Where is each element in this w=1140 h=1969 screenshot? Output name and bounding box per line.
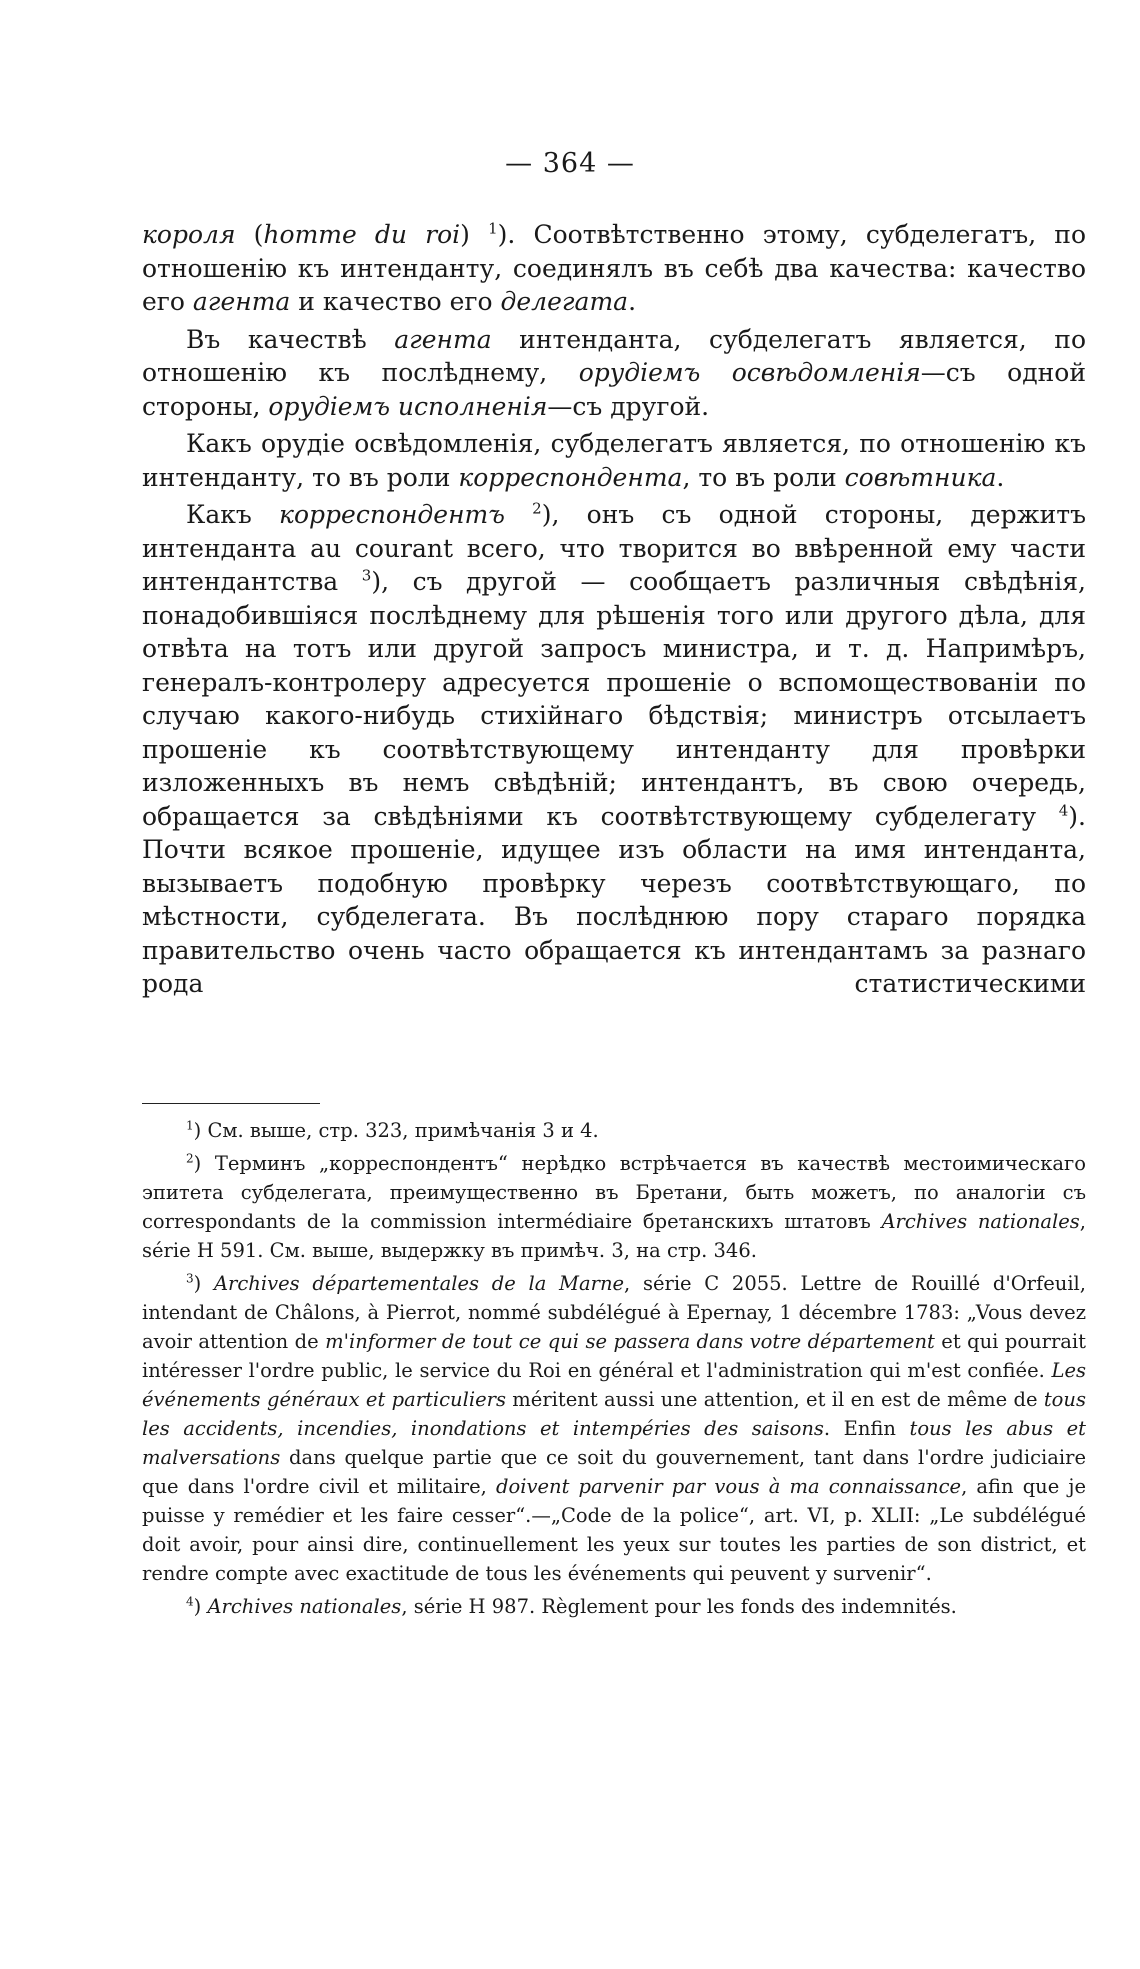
- footnote-marker: 1: [186, 1118, 194, 1133]
- text-run: Какъ орудіе освѣдомленія, субделегатъ является, по отношенію къ интенданту, то въ роли: [142, 429, 1086, 492]
- text-run: et qui pourrait intéresser l'ordre public, le service du Roi en général et l'administration qui m'est confiée.: [142, 1330, 1087, 1382]
- text-run: , série H 591. См. выше, выдержку въ примѣч. 3, на стр. 346.: [142, 1210, 1086, 1262]
- text-run: и качество его: [290, 287, 501, 316]
- italic-text: делегата: [500, 287, 629, 316]
- italic-text: орудіемъ освѣдомленія: [578, 358, 921, 387]
- italic-text: агента: [192, 287, 291, 316]
- text-run: , то въ роли: [682, 462, 845, 492]
- footnote-marker: 1: [488, 219, 498, 238]
- italic-text: корреспондентъ: [279, 500, 505, 529]
- page-number: — 364 —: [505, 148, 635, 179]
- footnote-marker: 3: [361, 566, 372, 585]
- text-run: , série C 2055. Lettre de Rouillé d'Orfeuil, intendant de Châlons, à Pierrot, nommé subdélégué à Epernay, 1 décembre 1783: „Vous devez avoir attention de: [142, 1272, 1086, 1353]
- italic-text: m'informer de tout ce qui se passera dans votre département: [325, 1330, 935, 1353]
- footnote-marker: 4: [186, 1594, 194, 1609]
- text-run: [505, 500, 532, 529]
- text-run: ): [193, 1272, 214, 1295]
- footnote-divider: [142, 1103, 320, 1104]
- text-run: Какъ: [186, 500, 280, 529]
- text-run: .: [996, 462, 1005, 492]
- text-run: .: [628, 287, 637, 316]
- main-text: [142, 218, 1086, 1001]
- text-run: ) См. выше, стр. 323, примѣчанія 3 и 4.: [193, 1119, 599, 1142]
- text-run: Въ качествѣ: [186, 324, 395, 354]
- text-run: , série H 987. Règlement pour les fonds des indemnités.: [401, 1595, 957, 1618]
- italic-text: совѣтника: [844, 462, 997, 492]
- footnote-marker: 2: [186, 1151, 194, 1166]
- text-run: . Enfin: [823, 1417, 910, 1440]
- text-run: ) Терминъ „корреспондентъ“ нерѣдко встрѣчается въ качествѣ местоимическаго эпитета субделегата, преимущественно въ Бретани, быть можетъ, по аналогіи съ correspondants de la commission intermédiaire бретанскихъ штатовъ: [142, 1152, 1086, 1233]
- footnote-marker: 3: [186, 1271, 194, 1286]
- footnote: [142, 1269, 1086, 1588]
- text-run: ), съ другой — сообщаетъ различныя свѣдѣнія, понадобившіяся послѣднему для рѣшенія того или другого дѣла, для отвѣта на тотъ или другой запросъ министра, и т. д. Напримѣръ, генералъ-контролеру адресуется прошеніе о вспомоществованіи по случаю какого-нибудь стихійнаго бѣдствія; министръ отсылаетъ прошеніе къ соотвѣтствующему интенданту для провѣрки изложенныхъ въ немъ свѣдѣній; интендантъ, въ свою очередь, обращается за свѣдѣніями къ соотвѣтствующему субделегату: [142, 567, 1086, 831]
- text-run: , afin que je puisse y remédier et les faire cesser“.—„Code de la police“, art. VI, p. XLII: „Le subdélégué doit avoir, pour ainsi dire, continuellement les yeux sur toutes les parties de son district, et rendre compte avec exactitude de tous les événements qui peuvent y survenir“.: [142, 1475, 1086, 1585]
- footnote-marker: 2: [532, 499, 542, 518]
- text-run: dans quelque partie que ce soit du gouvernement, tant dans l'ordre judiciaire que dans l'ordre civil et militaire,: [142, 1446, 1086, 1498]
- italic-text: Les événements généraux et particuliers: [142, 1359, 1086, 1411]
- text-run: —съ другой.: [547, 391, 710, 421]
- italic-text: короля: [142, 220, 236, 249]
- footnote: [142, 1592, 1086, 1621]
- italic-text: Archives départementales de la Marne: [213, 1272, 625, 1295]
- paragraph: [142, 498, 1086, 1001]
- italic-text: Archives nationales: [207, 1595, 402, 1618]
- italic-text: tous les accidents, incendies, inondations et intempéries des saisons: [142, 1388, 1086, 1440]
- text-run: méritent aussi une attention, et il en est de même de: [505, 1388, 1044, 1411]
- footnote-marker: 4: [1058, 801, 1069, 820]
- italic-text: doivent parvenir par vous à ma connaissance: [496, 1475, 962, 1498]
- italic-text: Archives nationales: [881, 1210, 1080, 1233]
- footnotes: [142, 1116, 1086, 1621]
- footnote: [142, 1149, 1086, 1265]
- italic-text: homme du roi: [263, 220, 461, 249]
- text-run: —съ одной стороны,: [142, 358, 1086, 421]
- text-run: ), онъ съ одной стороны, держитъ интенданта au courant всего, что творится во ввѣренной ему части интендантства: [142, 500, 1086, 596]
- italic-text: агента: [394, 324, 492, 354]
- text-run: интенданта, субделегатъ является, по отношенію къ послѣднему,: [142, 324, 1087, 387]
- text-run: ): [460, 220, 489, 249]
- paragraph: [142, 323, 1086, 424]
- italic-text: tous les abus et malversations: [142, 1417, 1086, 1469]
- text-run: (: [235, 220, 264, 249]
- text-run: ). Почти всякое прошеніе, идущее изъ области на имя интенданта, вызываетъ подобную провѣрку черезъ соотвѣтствующаго, по мѣстности, субделегата. Въ послѣднюю пору стараго порядка правительство очень часто обращается къ интендантамъ за разнаго рода статистическими: [142, 801, 1086, 998]
- text-run: ): [193, 1595, 208, 1618]
- paragraph: [142, 218, 1086, 319]
- italic-text: орудіемъ исполненія: [268, 391, 548, 421]
- footnote: [142, 1116, 1086, 1145]
- paragraph: [142, 427, 1086, 494]
- text-run: ). Соотвѣтственно этому, субделегатъ, по отношенію къ интенданту, соединялъ въ себѣ два качества: качество его: [142, 220, 1087, 316]
- italic-text: корреспондента: [458, 462, 683, 492]
